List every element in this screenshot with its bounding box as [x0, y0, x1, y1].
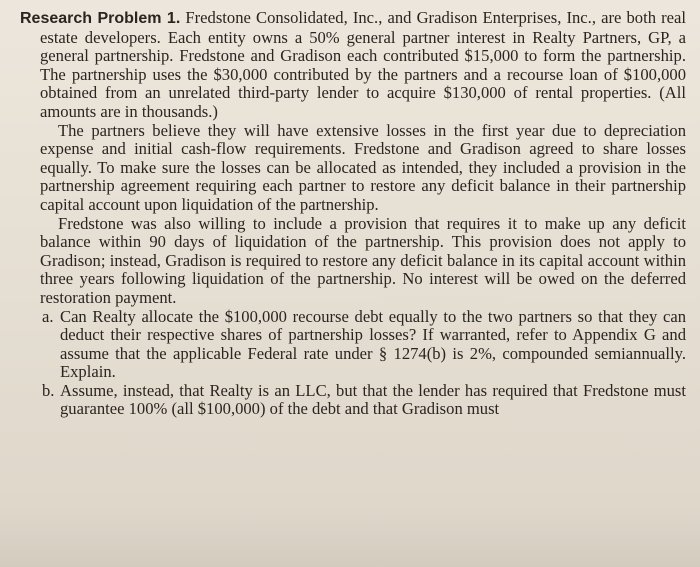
paragraph-1-text: Fredstone Consolidated, Inc., and Gradison Enterprises, Inc., are both real estate developers. Each entity owns a 50% general partner interest in Realty Partners, GP, a general partnership. Fredstone and Gradison each contributed $15,000 to form the partnership. The partnership uses the $30,000 contributed by the partners and a recourse loan of $100,000 obtained from an unrelated third-party lender to acquire $130,000 of rental properties. (All amounts are in thousands.): [40, 8, 686, 121]
problem-title: Research Problem 1.: [20, 10, 181, 27]
question-b-label: b.: [42, 380, 55, 400]
question-a: [20, 308, 686, 382]
question-a-label: a.: [42, 306, 54, 326]
page-shadow: [0, 507, 700, 567]
paragraph-3: Fredstone was also willing to include a provision that requires it to make up any deficit balance within 90 days of liquidation of the partnership. This provision does not apply to Gradison; instead, Gradison is required to restore any deficit balance in its capital account within three years following liquidation of the partnership. No interest will be owed on the deferred restoration payment.: [40, 213, 686, 307]
question-a-text: Can Realty allocate the $100,000 recourse debt equally to the two partners so that they can deduct their respective shares of partnership losses? If warranted, refer to Appendix G and assume that the applicable Federal rate under § 1274(b) is 2%, compounded semiannually. Explain.: [60, 306, 686, 382]
question-b-text: Assume, instead, that Realty is an LLC, but that the lender has required that Fredstone must guarantee 100% (all $100,000) of the debt and that Gradison must: [60, 380, 686, 419]
paragraph-1: [20, 9, 686, 122]
question-b: [20, 382, 686, 419]
paragraph-2: The partners believe they will have extensive losses in the first year due to depreciation expense and initial cash-flow requirements. Fredstone and Gradison agreed to share losses equally. To make sure the losses can be allocated as intended, they included a provision in the partnership agreement requiring each partner to restore any deficit balance in their partnership capital account upon liquidation of the partnership.: [40, 120, 686, 214]
